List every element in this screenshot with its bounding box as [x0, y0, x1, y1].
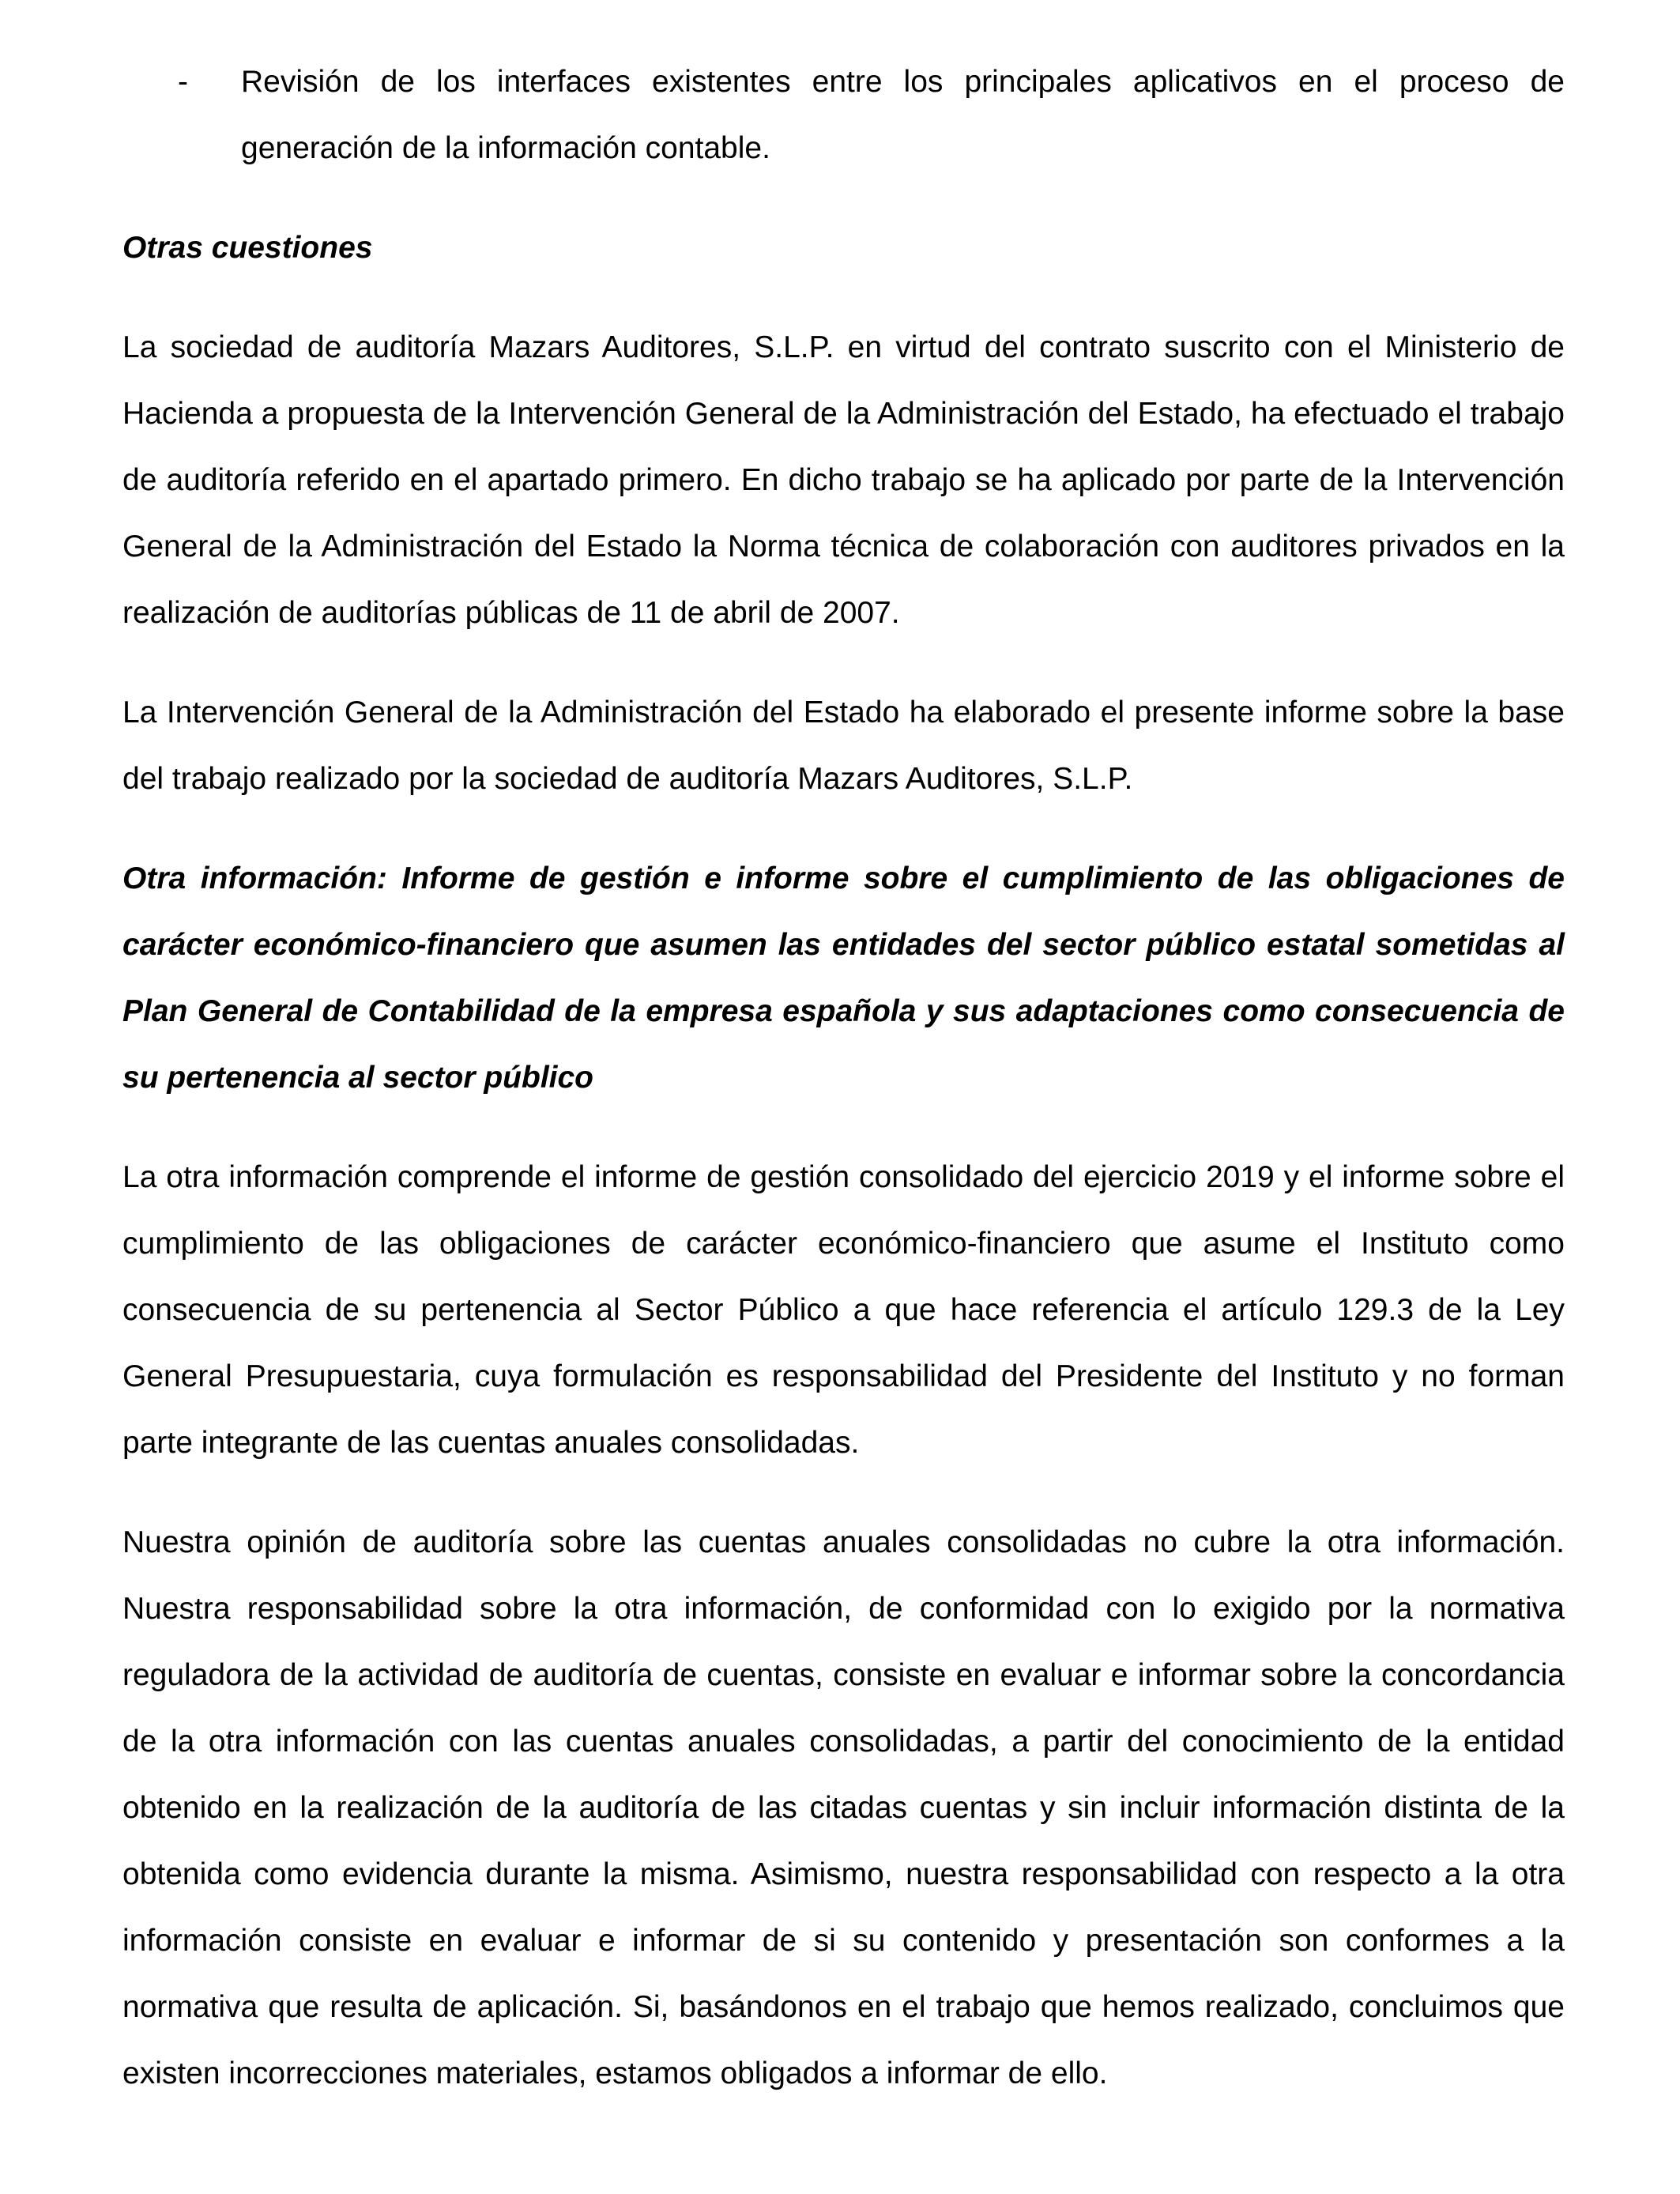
paragraph-other-information-scope: La otra información comprende el informe de gestión consolidado del ejercicio 2019 y el informe sobre el cumplimiento de las obligaciones de carácter económico-financiero que asume el Instituto como consecuencia de su pertenencia al Sector Público a que hace referencia el artículo 129.3 de la Ley General Presupuestaria, cuya formulación es responsabilidad del Presidente del Instituto y no forman parte integrante de las cuentas anuales consolidadas. — [122, 1160, 1565, 1460]
document-body — [122, 49, 1565, 2107]
section-heading-otra-informacion: Otra información: Informe de gestión e informe sobre el cumplimiento de las obligaciones de carácter económico-financiero que asumen las entidades del sector público estatal sometidas al Plan General de Contabilidad de la empresa española y sus adaptaciones como consecuencia de su pertenencia al sector público — [122, 861, 1565, 1095]
paragraph-auditor-contract: La sociedad de auditoría Mazars Auditores, S.L.P. en virtud del contrato suscrito con el Ministerio de Hacienda a propuesta de la Intervención General de la Administración del Estado, ha efectuado el trabajo de auditoría referido en el apartado primero. En dicho trabajo se ha aplicado por parte de la Intervención General de la Administración del Estado la Norma técnica de colaboración con auditores privados en la realización de auditorías públicas de 11 de abril de 2007. — [122, 330, 1565, 630]
bullet-dash: - — [178, 65, 188, 99]
bullet-list-item — [122, 49, 1565, 182]
paragraph-auditor-responsibility: Nuestra opinión de auditoría sobre las cuentas anuales consolidadas no cubre la otra información. Nuestra responsabilidad sobre la otra información, de conformidad con lo exigido por la normativa reguladora de la actividad de auditoría de cuentas, consiste en evaluar e informar sobre la concordancia de la otra información con las cuentas anuales consolidadas, a partir del conocimiento de la entidad obtenido en la realización de la auditoría de las citadas cuentas y sin incluir información distinta de la obtenida como evidencia durante la misma. Asimismo, nuestra responsabilidad con respecto a la otra información consiste en evaluar e informar de si su contenido y presentación son conformes a la normativa que resulta de aplicación. Si, basándonos en el trabajo que hemos realizado, concluimos que existen incorrecciones materiales, estamos obligados a informar de ello. — [122, 1525, 1565, 2090]
section-heading-otras-cuestiones: Otras cuestiones — [122, 231, 373, 265]
paragraph-report-basis: La Intervención General de la Administración del Estado ha elaborado el presente informe sobre la base del trabajo realizado por la sociedad de auditoría Mazars Auditores, S.L.P. — [122, 696, 1565, 796]
bullet-text: Revisión de los interfaces existentes entre los principales aplicativos en el proceso de generación de la información contable. — [241, 65, 1565, 165]
